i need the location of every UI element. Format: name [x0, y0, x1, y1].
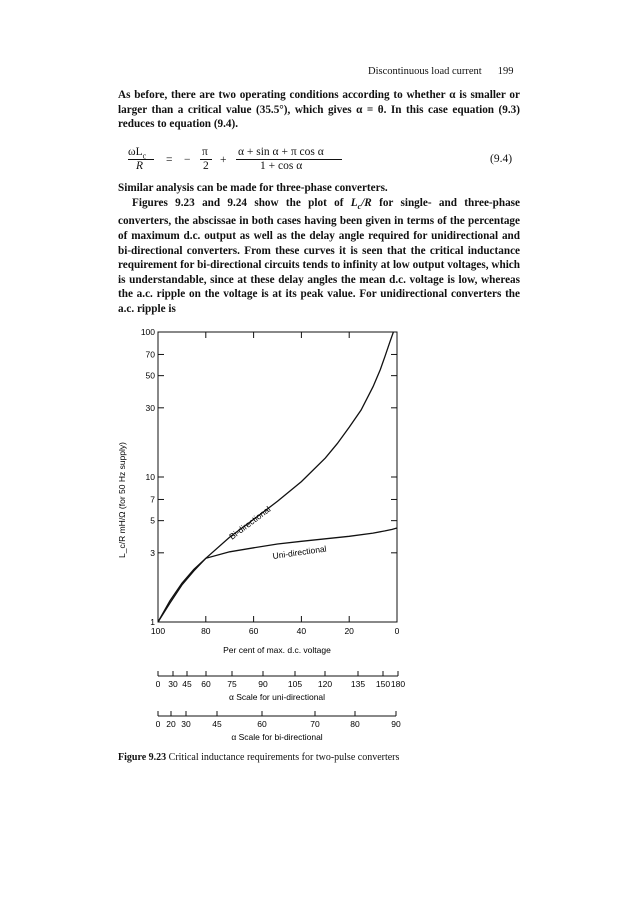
y-tick-label: 7 [150, 494, 155, 505]
alpha-uni-scale-tick-label: 0 [155, 679, 161, 689]
y-tick-label: 10 [145, 472, 155, 482]
alpha-bi-scale-tick-label: 30 [181, 719, 191, 729]
x-tick-label: 20 [344, 626, 354, 636]
eq-frac-numerator: α + sin α + π cos α [238, 146, 324, 158]
eq-frac-denominator: 1 + cos α [260, 160, 303, 172]
series-uni-directional [158, 528, 397, 622]
alpha-uni-scale-label: α Scale for uni-directional [228, 692, 326, 702]
y-tick-label: 70 [145, 349, 155, 360]
eq-lhs-denominator: R [136, 160, 144, 172]
alpha-uni-scale-tick-label: 120 [317, 679, 333, 689]
x-tick-label: 80 [201, 626, 211, 636]
annotation-uni-directional: Uni-directional [271, 543, 328, 561]
alpha-uni-scale-tick-label: 180 [390, 679, 406, 689]
annotation-bi-directional: Bi-directional [227, 504, 273, 542]
y-axis-label: L_c/R mH/Ω (for 50 Hz supply) [117, 442, 127, 558]
alpha-bi-scale-tick-label: 80 [350, 719, 360, 729]
series-bi-directional [158, 332, 393, 622]
alpha-uni-scale-tick-label: 105 [287, 679, 303, 689]
alpha-bi-scale-tick-label: 90 [391, 719, 401, 729]
paragraph-1: As before, there are two operating conditions according to whether α is smaller or larger than a critical value (35.5°), which gives α = θ. In this case equation (9.3) reduces to equation (9.4). [118, 89, 520, 131]
alpha-uni-scale-tick-label: 75 [227, 679, 237, 689]
alpha-bi-scale-tick-label: 20 [166, 719, 176, 729]
alpha-bi-scale-tick-label: 0 [155, 719, 161, 729]
x-tick-label: 100 [150, 626, 166, 636]
paragraph-2 [118, 181, 520, 317]
x-tick-label: 60 [248, 626, 259, 636]
paragraph-2-line1: Similar analysis can be made for three-phase converters. [118, 182, 388, 194]
running-header [368, 66, 513, 77]
y-tick-label: 100 [140, 327, 155, 337]
alpha-uni-scale-tick-label: 60 [201, 679, 211, 689]
eq-pi: π [202, 146, 208, 158]
paragraph-2-body: Figures 9.23 and 9.24 show the plot of $L_c/R$ for single- and three-phase converters, the abscissae in both cases having been given in terms of the percentage of maximum d.c. output as well as the delay angle required for unidirectional and bi-directional converters. From these curves it is seen that the critical inductance requirement for bi-directional circuits tends to infinity at low output voltages, which is understandable, since at these delay angles the mean d.c. voltage is low, whereas the a.c. ripple on the voltage is at its peak value. For unidirectional converters the a.c. ripple is [118, 196, 520, 315]
alpha-bi-scale-tick-label: 70 [310, 719, 320, 729]
alpha-uni-scale-tick-label: 90 [258, 679, 268, 689]
y-tick-label: 1 [150, 617, 155, 627]
alpha-uni-scale-tick-label: 45 [182, 679, 192, 689]
eq-plus: + [220, 154, 227, 166]
y-tick-label: 50 [145, 370, 155, 381]
x-tick-label: 40 [296, 626, 307, 636]
alpha-bi-scale-label: α Scale for bi-directional [231, 732, 323, 742]
eq-number: (9.4) [490, 153, 513, 165]
y-tick-label: 30 [145, 402, 155, 413]
y-tick-label: 5 [150, 515, 155, 526]
eq-equals: = [166, 154, 173, 166]
x-tick-label: 0 [394, 626, 400, 636]
eq-two: 2 [203, 160, 209, 172]
figure-caption [118, 752, 399, 763]
figure-label: Figure 9.23 [118, 752, 167, 763]
alpha-bi-scale-tick-label: 45 [212, 719, 222, 729]
plot-area-frame [158, 332, 397, 622]
eq-lhs-numerator: $\omega L_c$ [128, 146, 147, 161]
running-title: Discontinuous load current [368, 66, 482, 77]
alpha-bi-scale-tick-label: 60 [257, 719, 267, 729]
alpha-uni-scale-tick-label: 30 [168, 679, 178, 689]
y-tick-label: 3 [150, 547, 155, 558]
critical-inductance-chart [0, 320, 633, 820]
equation-9-4 [118, 146, 520, 176]
alpha-uni-scale-tick-label: 150 [375, 679, 391, 689]
x-axis-label: Per cent of max. d.c. voltage [223, 645, 331, 655]
figure-caption-text: Critical inductance requirements for two-pulse converters [166, 752, 400, 763]
page-number: 199 [497, 66, 514, 77]
eq-minus: − [184, 154, 191, 166]
alpha-uni-scale-tick-label: 135 [350, 679, 366, 689]
